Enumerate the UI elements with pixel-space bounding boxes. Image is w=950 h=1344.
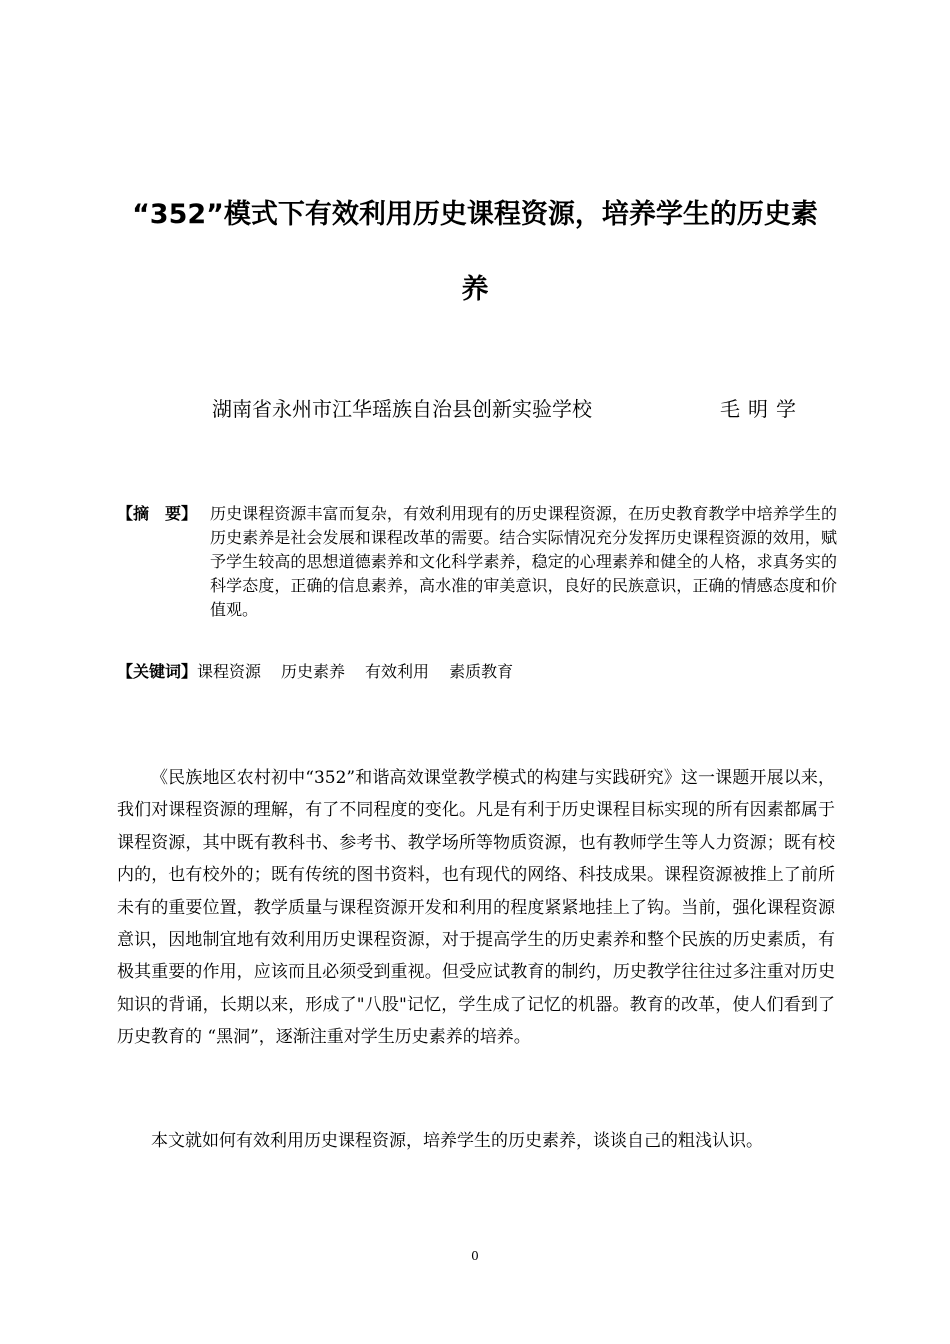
- paper-title-line-1: “352”模式下有效利用历史课程资源，培养学生的历史素: [132, 199, 818, 230]
- keyword: 素质教育: [449, 662, 514, 681]
- paper-title-line-2: 养: [461, 274, 489, 305]
- body-paragraph-1: 《民族地区农村初中“352”和谐高效课堂教学模式的构建与实践研究》这一课题开展以来，我们对课程资源的理解，有了不同程度的变化。凡是有利于历史课程目标实现的所有因素都属于课程资源，其中既有教科书、参考书、教学场所等物质资源，也有教师学生等人力资源；既有校内的，也有校外的；既有传统的图书资料，也有现代的网络、科技成果。课程资源被推上了前所未有的重要位置，教学质量与课程资源开发和利用的程度紧紧地挂上了钩。当前，强化课程资源意识，因地制宜地有效利用历史课程资源，对于提高学生的历史素养和整个民族的历史素质，有极其重要的作用，应该而且必须受到重视。但受应试教育的制约，历史教学往往过多注重对历史知识的背诵，长期以来，形成了"八股"记忆，学生成了记忆的机器。教育的改革，使人们看到了历史教育的 “黑洞”，逐渐注重对学生历史素养的培养。: [117, 768, 835, 1048]
- page-number: 0: [471, 1249, 479, 1263]
- abstract-text: 历史课程资源丰富而复杂，有效利用现有的历史课程资源，在历史教育教学中培养学生的历史素养是社会发展和课程改革的需要。结合实际情况充分发挥历史课程资源的效用，赋予学生较高的思想道德素养和文化科学素养，稳定的心理素养和健全的人格，求真务实的科学态度，正确的信息素养，高水准的审美意识，良好的民族意识，正确的情感态度和价值观。: [210, 504, 837, 619]
- author-school: 湖南省永州市江华瑶族自治县创新实验学校: [212, 397, 592, 421]
- abstract-label: 【摘 要】: [117, 504, 198, 523]
- keyword: 课程资源: [197, 662, 262, 681]
- author-affiliation: [212, 395, 804, 423]
- body-paragraph-2: 本文就如何有效利用历史课程资源，培养学生的历史素养，谈谈自己的粗浅认识。: [151, 1131, 763, 1151]
- keyword: 历史素养: [281, 662, 346, 681]
- author-name: 毛明学: [720, 397, 804, 421]
- abstract-section: [117, 502, 837, 622]
- keyword: 有效利用: [365, 662, 430, 681]
- keywords-section: [117, 660, 533, 684]
- keywords-label: 【关键词】: [117, 662, 198, 681]
